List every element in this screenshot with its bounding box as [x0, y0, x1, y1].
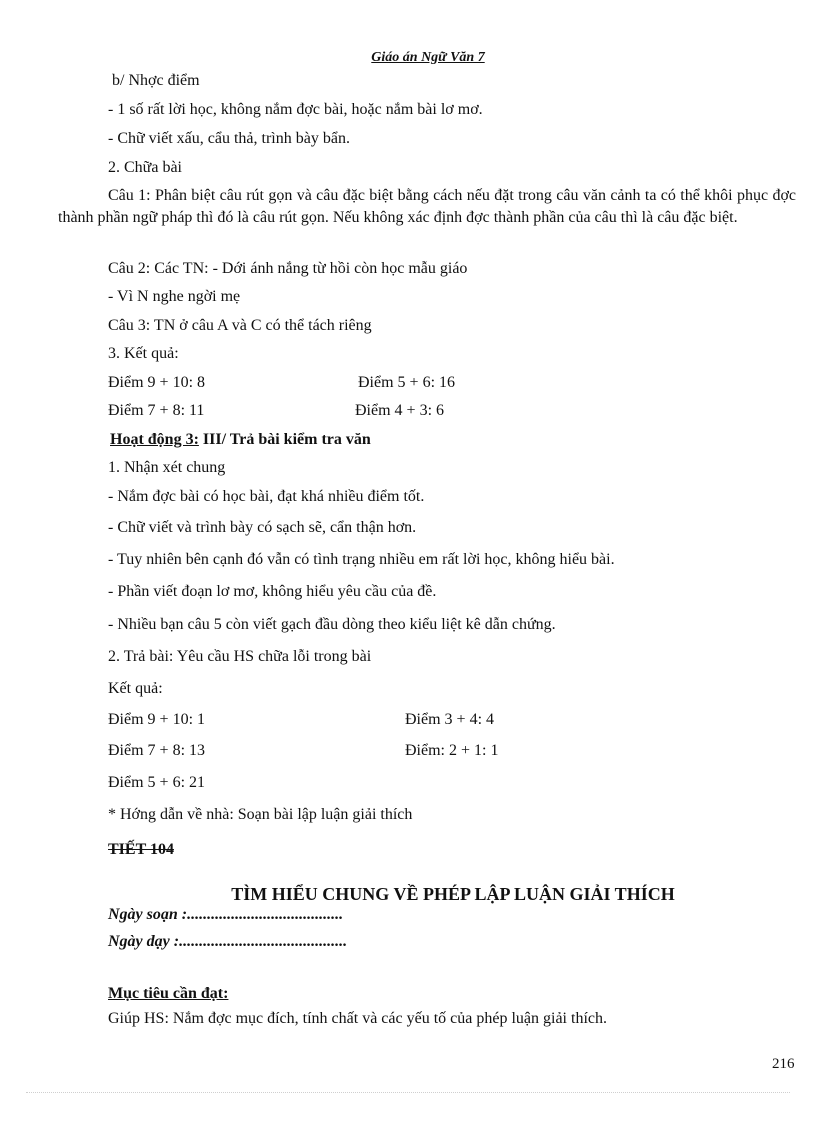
score-line: Điểm 9 + 10: 1: [108, 711, 206, 728]
text-line: 1. Nhận xét chung: [108, 459, 226, 476]
text-line: b/ Nhợc điểm: [112, 72, 200, 89]
prep-date: Ngày soạn :.......................................: [108, 906, 344, 923]
page-number: 216: [772, 1056, 795, 1072]
teach-date: Ngày dạy :..........................................: [108, 933, 348, 950]
score-line: Điểm: 2 + 1: 1: [405, 742, 499, 759]
text-line: Giúp HS: Nắm đợc mục đích, tính chất và các yếu tố của phép luận giải thích.: [108, 1010, 607, 1027]
score-line: Điểm 7 + 8: 11: [108, 402, 205, 419]
text-line: Kết quả:: [108, 680, 163, 697]
text-line: 2. Chữa bài: [108, 159, 182, 176]
score-line: Điểm 9 + 10: 8: [108, 374, 206, 391]
paragraph-cau-1: Câu 1: Phân biệt câu rút gọn và câu đặc biệt bằng cách nếu đặt trong câu văn cảnh ta có thể khôi phục đợc thành phần ngữ pháp thì đó là câu rút gọn. Nếu không xác định đợc thành phần của câu thì là câu đặc biệt.: [58, 187, 796, 226]
text-line: - Chữ viết và trình bày có sạch sẽ, cẩn thận hơn.: [108, 519, 417, 536]
score-line: Điểm 5 + 6: 16: [358, 374, 456, 391]
footer-divider: [26, 1092, 790, 1093]
score-line: Điểm 7 + 8: 13: [108, 742, 206, 759]
score-line: Điểm 4 + 3: 6: [355, 402, 445, 419]
text-line: - Tuy nhiên bên cạnh đó vẫn có tình trạng nhiều em rất lời học, không hiểu bài.: [108, 551, 615, 568]
lesson-number: TIẾT 104: [108, 841, 174, 858]
text-line: - Phần viết đoạn lơ mơ, không hiểu yêu cầu của đề.: [108, 583, 437, 600]
objectives-heading: Mục tiêu cần đạt:: [108, 985, 229, 1002]
text-line: - Nắm đợc bài có học bài, đạt khá nhiều điểm tốt.: [108, 488, 425, 505]
text-line: Câu 3: TN ở câu A và C có thể tách riêng: [108, 317, 372, 334]
text-line: 2. Trả bài: Yêu cầu HS chữa lỗi trong bài: [108, 648, 372, 665]
activity-label: Hoạt động 3:: [110, 431, 199, 448]
score-line: Điểm 3 + 4: 4: [405, 711, 495, 728]
page-header: Giáo án Ngữ Văn 7: [371, 50, 485, 65]
text-line: - Vì N nghe ngời mẹ: [108, 288, 241, 305]
text-line: - Chữ viết xấu, cẩu thả, trình bày bẩn.: [108, 130, 350, 147]
homework-line: * Hớng dẫn về nhà: Soạn bài lập luận giải thích: [108, 806, 413, 823]
text-line: - Nhiều bạn câu 5 còn viết gạch đầu dòng theo kiểu liệt kê dẫn chứng.: [108, 616, 556, 633]
score-line: Điểm 5 + 6: 21: [108, 774, 206, 791]
section-heading: [110, 430, 371, 450]
activity-title: III/ Trả bài kiểm tra văn: [198, 431, 371, 448]
text-line: Câu 2: Các TN: - Dới ánh nắng từ hồi còn học mẫu giáo: [108, 260, 468, 277]
text-line: 3. Kết quả:: [108, 345, 179, 362]
text-line: - 1 số rất lời học, không nắm đợc bài, hoặc nắm bài lơ mơ.: [108, 101, 483, 118]
lesson-title: TÌM HIỂU CHUNG VỀ PHÉP LẬP LUẬN GIẢI THÍCH: [231, 884, 675, 904]
